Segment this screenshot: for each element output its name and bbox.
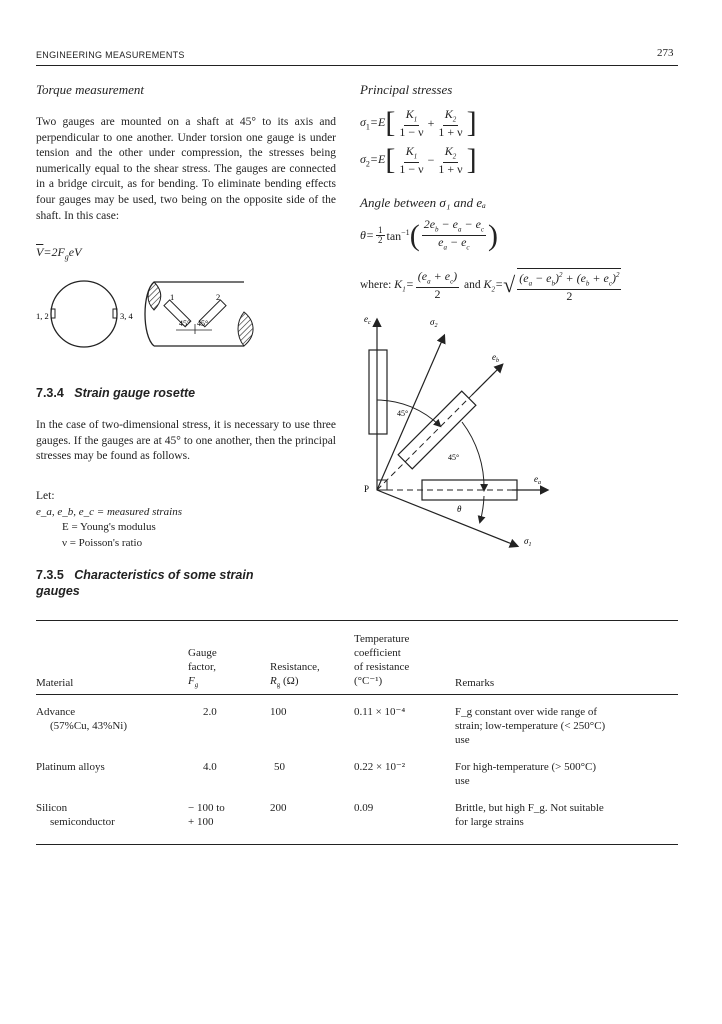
th-temperature <box>354 632 409 688</box>
row3-factor-1: − 100 to <box>188 802 225 814</box>
rosette-figure <box>352 312 552 552</box>
row2-material: Platinum alloys <box>36 761 105 773</box>
row2-factor: 4.0 <box>203 761 217 773</box>
running-title: ENGINEERING MEASUREMENTS <box>36 50 185 60</box>
theta-equation: θ= $\frac{1}{2}$ $\tan^{-1}$ ( $\frac{2e_b - e_a - e_c}{e_a - e_c}$ ) <box>360 217 498 252</box>
th-material: Material <box>36 677 74 689</box>
label-s2: $\sigma_2$ <box>430 317 438 329</box>
row2-remarks-2: use <box>455 775 470 787</box>
fig-label-34: 3, 4 <box>120 311 133 321</box>
row1-material <box>36 705 127 733</box>
sigma1-equation: $\sigma_1=E$ [ $\frac{K_1}{1 - \nu}$ + $\frac{K_2}{1 + \nu}$ ] <box>360 106 477 140</box>
row3-temp: 0.09 <box>354 802 374 814</box>
table-header-rule <box>36 694 678 695</box>
th-temp-2: coefficient <box>354 647 401 659</box>
label-ea: $e_a$ <box>534 474 541 486</box>
and-label: and <box>464 279 481 292</box>
th-resistance <box>270 660 320 692</box>
torque-heading: Torque measurement <box>36 82 144 97</box>
row3-material <box>36 801 115 829</box>
th-res-1: Resistance, <box>270 661 320 673</box>
th-gauge-factor <box>188 646 217 692</box>
th-res-2: $R_g$ (Ω) <box>270 675 299 690</box>
page-number: 273 <box>657 47 674 59</box>
row1-material-1: Advance <box>36 706 76 718</box>
label-p: P <box>364 484 370 494</box>
rosette-paragraph: In the case of two-dimensional stress, it is necessary to use three gauges. If the gauges are at 45° to one another, then the principal stresses may be found as follows. <box>36 419 336 463</box>
label-s1: $\sigma_1$ <box>524 536 532 548</box>
k-definitions: where: $K_1=$ $\frac{(e_a + e_c)}{2}$ and $K_2=$ √ $\frac{(e_a - e_b)^2 + (e_b + e_c)^2}{2}$ <box>360 269 620 304</box>
rosette-def-poisson: ν = Poisson's ratio <box>62 537 143 549</box>
row1-factor: 2.0 <box>203 706 217 718</box>
fig-label-ang2: 45° <box>197 319 209 328</box>
row3-material-2: semiconductor <box>50 816 115 828</box>
table-bottom-rule <box>36 844 678 845</box>
fig-label-12: 1, 2 <box>36 311 49 321</box>
th-remarks: Remarks <box>455 677 495 689</box>
fig-label-2: 2 <box>216 292 221 302</box>
row1-remarks-1: F_g constant over wide range of <box>455 706 598 718</box>
row1-remarks-2: strain; low-temperature (< 250°C) <box>455 720 606 732</box>
row2-remarks-1: For high-temperature (> 500°C) <box>455 761 597 773</box>
th-gauge-3: $F_g$ <box>188 675 199 690</box>
sigma2-equation: $\sigma_2=E$ [ $\frac{K_1}{1 - \nu}$ − $\frac{K_2}{1 + \nu}$ ] <box>360 143 477 177</box>
row1-material-2: (57%Cu, 43%Ni) <box>50 720 127 732</box>
rosette-title: Strain gauge rosette <box>74 386 196 400</box>
table-top-rule <box>36 620 678 621</box>
row3-factor <box>188 801 225 829</box>
torque-equation: $\overline{V}=2F_geV$ <box>36 245 82 262</box>
angle-heading: Angle between σ₁ and eₐ <box>360 195 486 210</box>
label-45b: 45° <box>448 453 460 462</box>
characteristics-title-2: gauges <box>36 584 80 598</box>
characteristics-number: 7.3.5 <box>36 568 64 582</box>
row1-temp: 0.11 × 10⁻⁴ <box>354 706 406 718</box>
row2-temp: 0.22 × 10⁻² <box>354 761 406 773</box>
rosette-let: Let: <box>36 490 55 502</box>
th-temp-1: Temperature <box>354 633 410 645</box>
th-gauge-1: Gauge <box>188 647 217 659</box>
rosette-number: 7.3.4 <box>36 386 64 400</box>
row3-factor-2: + 100 <box>188 816 214 828</box>
row1-resistance: 100 <box>270 706 287 718</box>
fig-label-ang1: 45° <box>179 319 191 328</box>
th-temp-3: of resistance <box>354 661 410 673</box>
row1-remarks-3: use <box>455 734 470 746</box>
th-gauge-2: factor, <box>188 661 216 673</box>
label-45a: 45° <box>397 409 409 418</box>
principal-heading: Principal stresses <box>360 82 453 97</box>
label-theta: θ <box>457 504 462 514</box>
row2-resistance: 50 <box>274 761 285 773</box>
row3-remarks <box>455 801 604 829</box>
rosette-def-strains: e_a, e_b, e_c = measured strains <box>36 506 183 518</box>
row3-remarks-2: for large strains <box>455 816 524 828</box>
row3-resistance: 200 <box>270 802 287 814</box>
header-rule <box>36 65 678 66</box>
row2-remarks <box>455 760 596 788</box>
gauge-c <box>369 350 387 434</box>
torque-paragraph: Two gauges are mounted on a shaft at 45° to its axis and perpendicular to one another. Under torsion one gauge is under tension and the other under compression, the stresses being numerically equal to the shear stress. The gauges are connected in a bridge circuit, as for bending. To eliminate bending effects four gauges may be used, two being on the opposite side of the shaft. In this case: <box>36 116 336 222</box>
label-eb: $e_b$ <box>492 352 499 364</box>
row1-remarks <box>455 705 605 747</box>
row3-material-1: Silicon <box>36 802 68 814</box>
characteristics-title-1: Characteristics of some strain <box>74 568 254 582</box>
rosette-def-young: E = Young's modulus <box>62 521 156 533</box>
label-ec: $e_c$ <box>364 314 371 326</box>
rosette-heading <box>36 386 195 400</box>
row3-remarks-1: Brittle, but high F_g. Not suitable <box>455 802 604 814</box>
where-label: where: <box>360 279 392 292</box>
th-temp-4: (°C⁻¹) <box>354 675 383 687</box>
fig-label-1: 1 <box>170 292 175 302</box>
characteristics-heading <box>36 567 253 599</box>
shaft-figure <box>36 262 266 357</box>
